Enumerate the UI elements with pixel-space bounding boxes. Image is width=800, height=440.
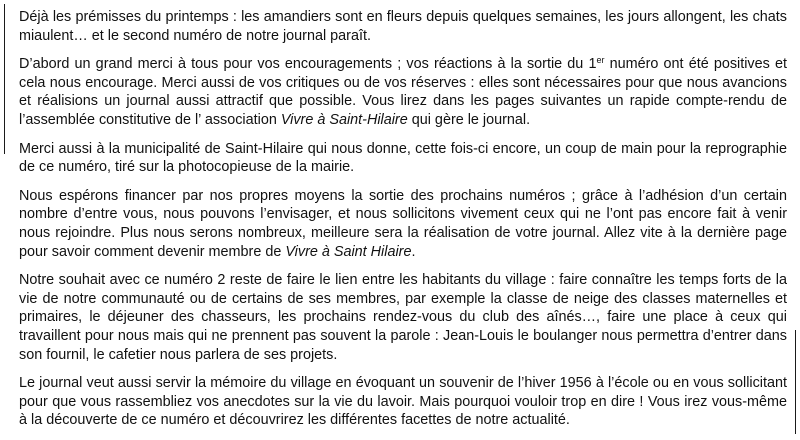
paragraph-funding-text-1: Nous espérons financer par nos propres moyens la sortie des prochains numéros ; grâce à l’adhésion d’un certain nombre d’entre vous, nous pouvons l’envisager, et nous sollicitons vivement ceux qui ne l’ont pas encore fait à venir nous rejoindre. Plus nous serons nombreux, meilleure sera la réalisation de votre journal. Allez vite à la dernière page pour savoir comment devenir membre de [19, 187, 787, 260]
paragraph-municipality: Merci aussi à la municipalité de Saint-Hilaire qui nous donne, cette fois-ci encore, un coup de main pour la reprographie de ce numéro, tiré sur la photocopieuse de la mairie. [19, 140, 787, 176]
paragraph-thanks [19, 55, 787, 129]
association-name: Vivre à Saint-Hilaire [280, 111, 408, 128]
paragraph-thanks-text-2: numéro ont été positives et cela nous encourage. Merci aussi de vos critiques ou de vos réserves : elles sont nécessaires pour que nous avancions et réalisions un journal aussi attractif que possible. Vous lirez dans les pages suivantes un rapide compte-rendu de l’assemblée constitutive de l’ association [19, 56, 787, 128]
left-margin-rule [4, 4, 5, 154]
ordinal-superscript: er [596, 55, 605, 66]
paragraph-thanks-text-1: D’abord un grand merci à tous pour vos encouragements ; vos réactions à la sortie du 1 [19, 56, 597, 73]
association-name-2: Vivre à Saint Hilaire [285, 243, 412, 260]
article-body [19, 8, 787, 440]
paragraph-funding [19, 187, 787, 261]
paragraph-village-link: Notre souhait avec ce numéro 2 reste de faire le lien entre les habitants du village : faire connaître les temps forts de la vie de notre communauté ou de certains de ses membres, par exemple la classe de neige des classes maternelles et primaires, le déjeuner des chasseurs, les prochains rendez-vous du club des aînés…, faire une place à ceux qui travaillent pour nous mais qui ne prennent pas souvent la parole : Jean-Louis le boulanger nous permettra d’entrer dans son fournil, le cafetier nous parlera de ses projets. [19, 272, 787, 363]
paragraph-funding-text-2: . [411, 243, 416, 260]
paragraph-memory: Le journal veut aussi servir la mémoire du village en évoquant un souvenir de l’hiver 1956 à l’école ou en vous sollicitant pour que vous rassembliez vos anecdotes sur la vie du lavoir. Mais pourquoi vouloir trop en dire ! Vous irez vous-même à la découverte de ce numéro et découvrirez les différentes facettes de notre actualité. [19, 375, 787, 429]
right-margin-rule [795, 330, 796, 434]
paragraph-thanks-text-3: qui gère le journal. [407, 111, 531, 128]
paragraph-spring: Déjà les prémisses du printemps : les amandiers sont en fleurs depuis quelques semaines, les jours allongent, les chats miaulent… et le second numéro de notre journal paraît. [19, 9, 787, 44]
